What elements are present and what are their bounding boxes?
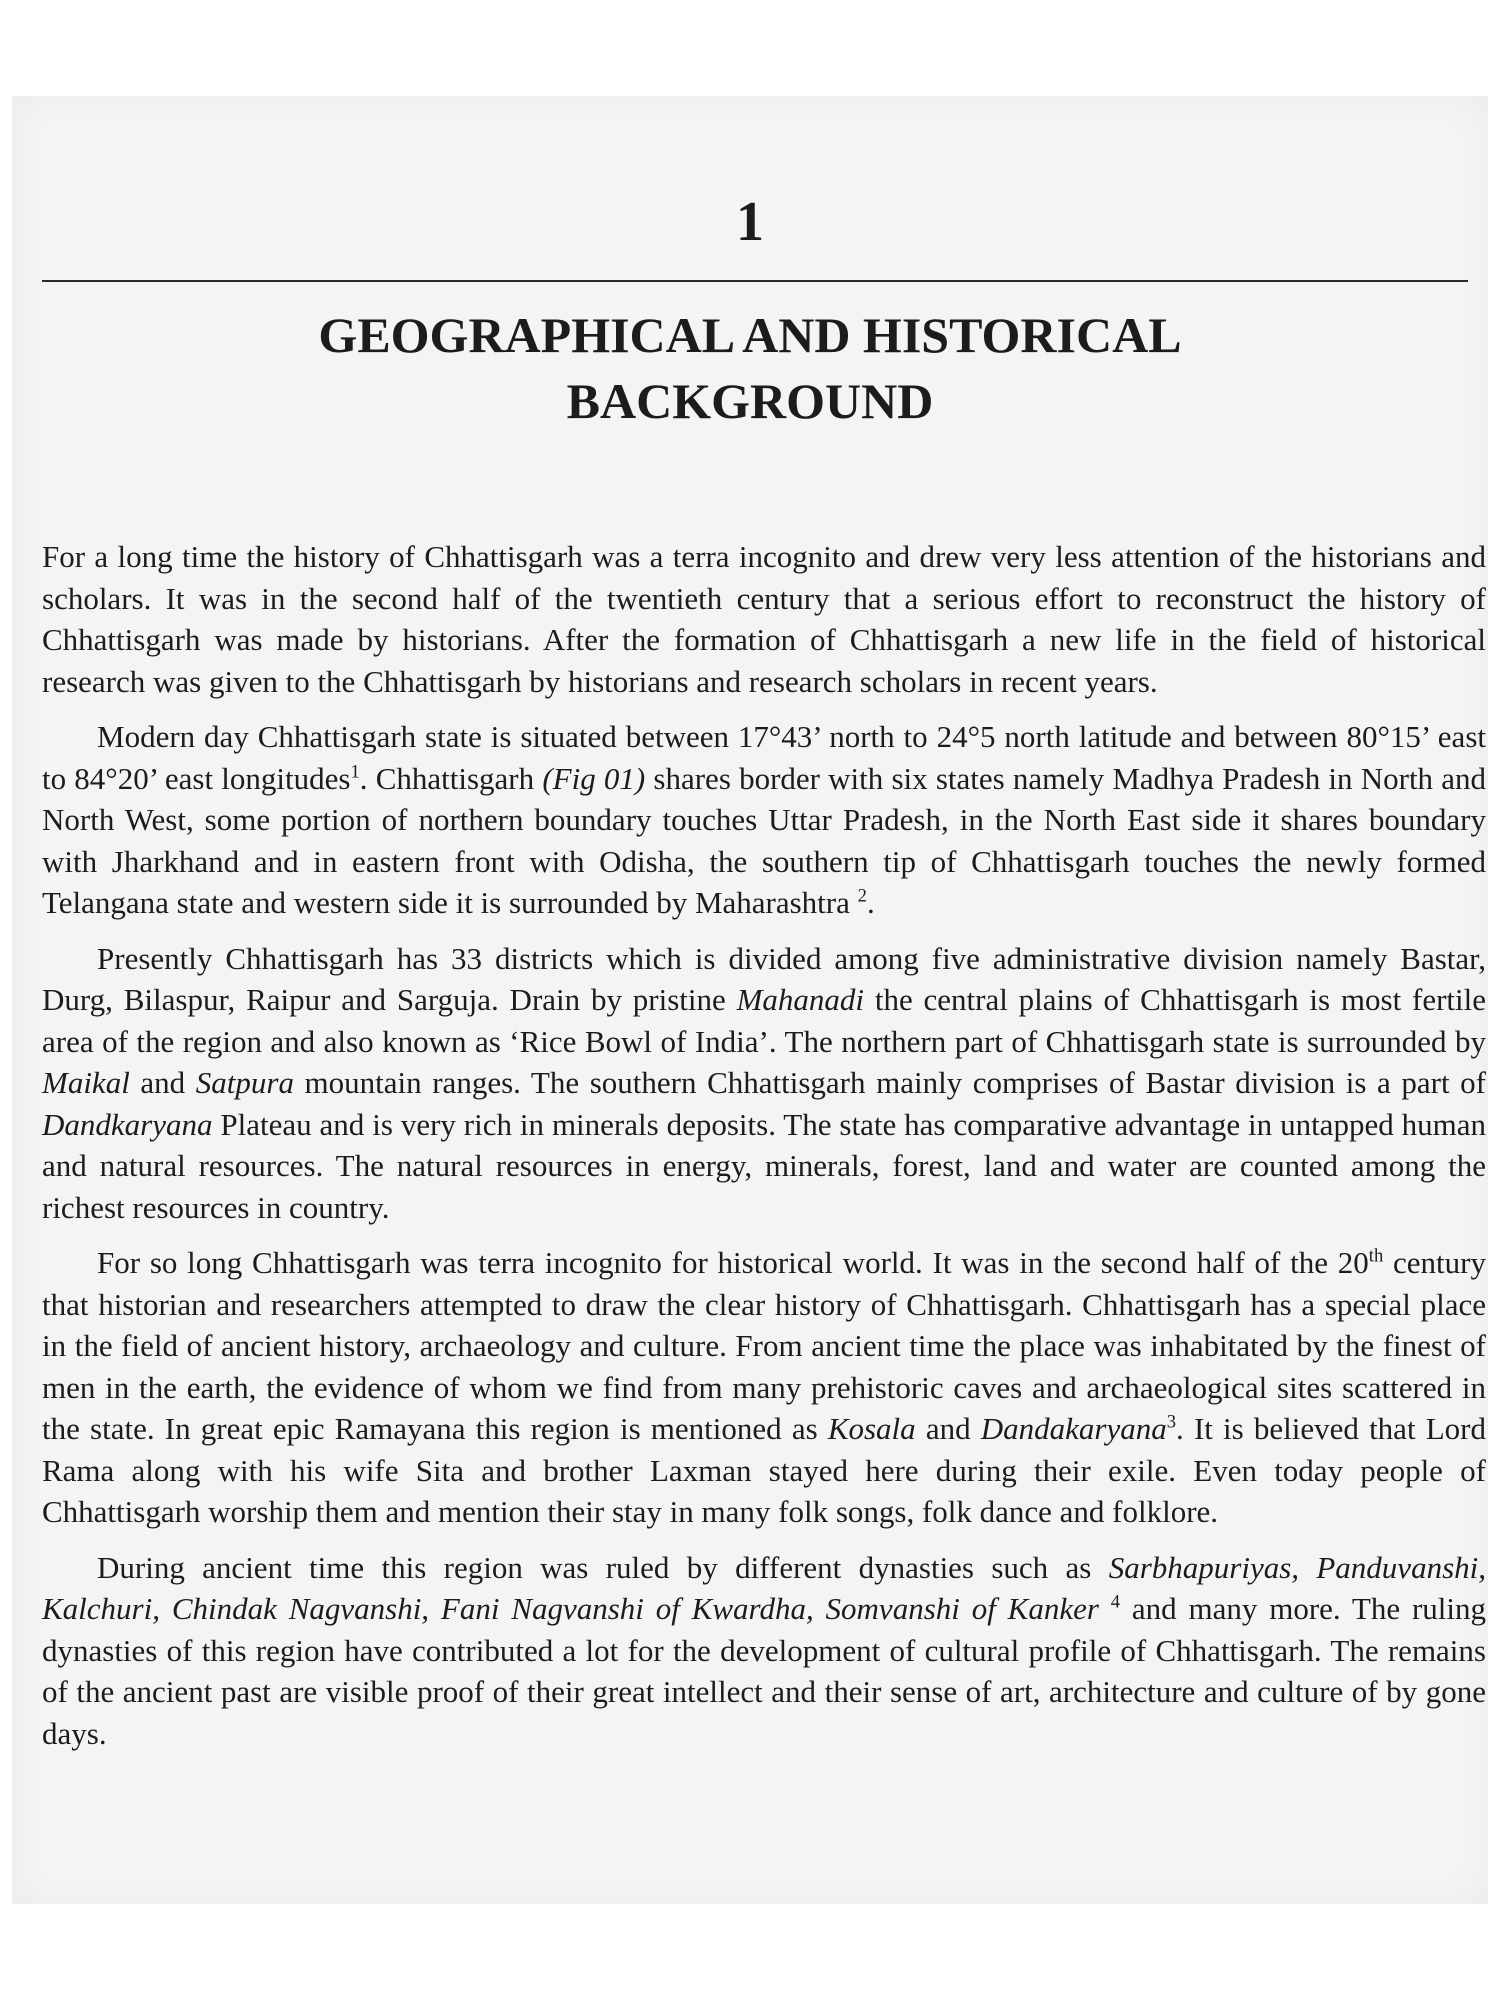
italic-term: Dandakaryana [980,1411,1167,1446]
body-paragraph [42,536,1486,702]
paragraph-text [1099,1591,1111,1626]
body-paragraph [42,1547,1486,1755]
chapter-body [42,536,1486,1768]
paragraph-text: and [915,1411,981,1446]
footnote-ref: 1 [350,761,360,783]
italic-term: Kosala [827,1411,916,1446]
paragraph-text: the central plains of Chhattisgarh is most fertile area of the region and also known as ‘Rice Bowl of India’. The northern part of Chhattisgarh state is surrounded by [42,982,1487,1059]
italic-term: (Fig 01) [542,760,646,796]
paragraph-text: Plateau and is very rich in minerals deposits. The state has comparative advantage in untapped human and natural resources. The natural resources in energy, minerals, forest, land and water are counted among the richest resources in country. [42,1106,1486,1225]
footnote-ref: 4 [1110,1591,1121,1613]
book-page [12,96,1488,1904]
body-paragraph [42,938,1486,1229]
footnote-ref: th [1368,1245,1384,1267]
chapter-title [72,302,1428,434]
paragraph-text: Modern day Chhattisgarh state is situated between 17°43’ north to 24°5 north latitude and between 80°15’ east to 84°20’ east longitudes [42,719,1486,796]
italic-term: Dandkaryana [42,1106,213,1142]
body-paragraph [42,1242,1486,1533]
body-paragraph [42,716,1486,924]
italic-term: Satpura [195,1065,294,1100]
italic-term: Mahanadi [736,982,865,1017]
footnote-ref: 3 [1166,1411,1177,1433]
chapter-title-line-2: BACKGROUND [566,373,934,429]
paragraph-text: and [129,1065,196,1100]
paragraph-text: shares border with six states namely Madhya Pradesh in North and North West, some portion of northern boundary touches Uttar Pradesh, in the North East side it shares boundary with Jharkhand and in eastern front with Odisha, the southern tip of Chhattisgarh touches the newly formed Telangana state and western side it is surrounded by Maharashtra [42,760,1487,920]
paragraph-text: mountain ranges. The southern Chhattisgarh mainly comprises of Bastar division is a part of [293,1065,1486,1100]
chapter-number: 1 [736,191,764,253]
paragraph-text: For so long Chhattisgarh was terra incognito for historical world. It was in the second half of the 20 [97,1245,1369,1280]
italic-term: Maikal [42,1065,130,1100]
paragraph-text: . [866,885,875,920]
paragraph-text: For a long time the history of Chhattisgarh was a terra incognito and drew very less attention of the historians and scholars. It was in the second half of the twentieth century that a serious effort to reconstruct the history of Chhattisgarh was made by historians. After the formation of Chhattisgarh a new life in the field of historical research was given to the Chhattisgarh by historians and research scholars in recent years. [42,539,1486,699]
italic-term: Sarbhapuriyas, Panduvanshi, Kalchuri, Chindak Nagvanshi, Fani Nagvanshi of Kwardha, Somvanshi of Kanker [42,1549,1486,1626]
paragraph-text: . Chhattisgarh [359,760,543,796]
paragraph-text: Presently Chhattisgarh has 33 districts which is divided among five administrative division namely Bastar, Durg, Bilaspur, Raipur and Sarguja. Drain by pristine [42,940,1486,1017]
footnote-ref: 2 [857,885,867,907]
paragraph-text: During ancient time this region was ruled by different dynasties such as [97,1549,1109,1585]
title-divider [42,280,1468,282]
paragraph-text: and many more. The ruling dynasties of this region have contributed a lot for the development of cultural profile of Chhattisgarh. The remains of the ancient past are visible proof of their great intellect and their sense of art, architecture and culture of by gone days. [42,1591,1487,1751]
paragraph-text: . It is believed that Lord Rama along with his wife Sita and brother Laxman stayed here during their exile. Even today people of Chhattisgarh worship them and mention their stay in many folk songs, folk dance and folklore. [42,1411,1486,1529]
chapter-title-line-1: GEOGRAPHICAL AND HISTORICAL [318,307,1182,363]
paragraph-text: century that historian and researchers attempted to draw the clear history of Chhattisgarh. Chhattisgarh has a special place in the field of ancient history, archaeology and culture. From ancient time the place was inhabitated by the finest of men in the earth, the evidence of whom we find from many prehistoric caves and archaeological sites scattered in the state. In great epic Ramayana this region is mentioned as [42,1245,1486,1446]
